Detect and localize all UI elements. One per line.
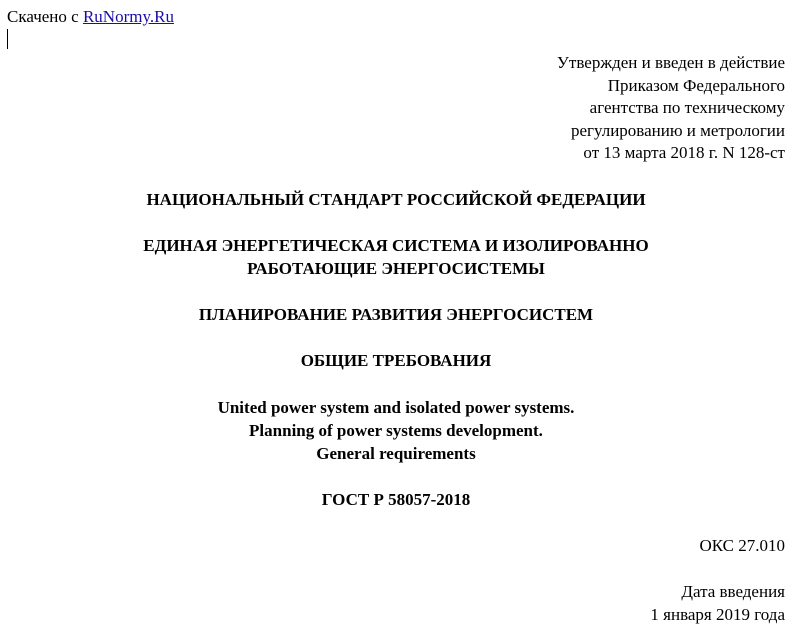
title-ru-line: РАБОТАЮЩИЕ ЭНЕРГОСИСТЕМЫ (247, 259, 545, 278)
subtitle-heading: ПЛАНИРОВАНИЕ РАЗВИТИЯ ЭНЕРГОСИСТЕМ (198, 305, 594, 324)
title-ru-line: ЕДИНАЯ ЭНЕРГЕТИЧЕСКАЯ СИСТЕМА И ИЗОЛИРОВАННО (143, 236, 649, 255)
standard-type-heading: НАЦИОНАЛЬНЫЙ СТАНДАРТ РОССИЙСКОЙ ФЕДЕРАЦИИ (146, 190, 646, 209)
gost-designation: ГОСТ Р 58057-2018 (321, 490, 471, 509)
title-en-line: General requirements (316, 444, 476, 463)
downloaded-from-line (7, 7, 174, 27)
approval-line: Утвержден и введен в действие (556, 53, 785, 72)
runormy-link[interactable]: RuNormy.Ru (82, 7, 174, 26)
downloaded-from-prefix: Скачено с (7, 7, 79, 26)
approval-line: от 13 марта 2018 г. N 128-ст (583, 143, 785, 162)
oks-code: ОКС 27.010 (699, 536, 785, 555)
title-en-line: Planning of power systems development. (249, 421, 543, 440)
approval-line: регулированию и метрологии (570, 120, 785, 140)
approval-line: Приказом Федерального (607, 75, 785, 95)
text-cursor (7, 29, 8, 49)
title-ru-heading (0, 234, 792, 280)
intro-date-label: Дата введения (681, 582, 785, 601)
intro-date-block (650, 580, 785, 626)
title-en-block (0, 396, 792, 465)
approval-line: агентства по техническому (589, 98, 785, 117)
general-requirements-heading: ОБЩИЕ ТРЕБОВАНИЯ (300, 351, 492, 370)
intro-date-value: 1 января 2019 года (650, 605, 785, 624)
title-en-line: United power system and isolated power systems. (217, 398, 575, 417)
approval-block (557, 52, 785, 165)
